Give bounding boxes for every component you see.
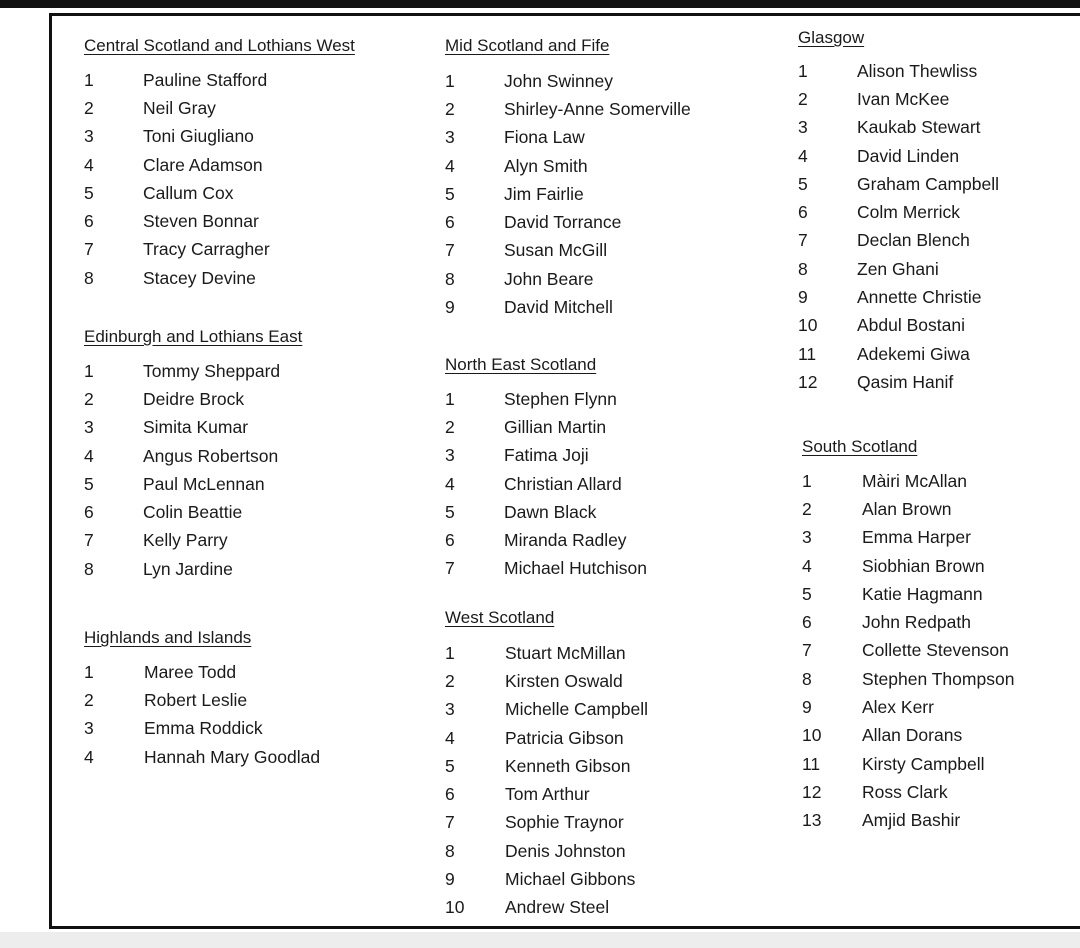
list-position-number: 10: [445, 897, 465, 918]
candidate-row: [445, 752, 648, 780]
candidate-name: Alex Kerr: [862, 697, 934, 718]
list-position-number: 12: [802, 781, 822, 802]
list-position-number: 4: [84, 746, 94, 767]
candidate-name: Màiri McAllan: [862, 470, 968, 491]
candidate-row: [445, 498, 647, 526]
candidate-name: Ivan McKee: [857, 88, 950, 109]
candidate-row: [84, 555, 280, 583]
candidate-row: [445, 95, 691, 123]
list-position-number: 10: [798, 315, 818, 336]
list-position-number: 7: [84, 530, 94, 551]
candidate-name: Stuart McMillan: [505, 642, 626, 663]
list-position-number: 3: [802, 527, 812, 548]
region-heading: South Scotland: [802, 437, 918, 456]
candidate-name: Fiona Law: [504, 127, 585, 148]
candidate-row: [84, 94, 270, 122]
candidate-name: Collette Stevenson: [862, 640, 1009, 661]
list-position-number: 13: [802, 810, 822, 831]
candidate-row: [84, 527, 280, 555]
bottom-margin: [0, 932, 1080, 948]
candidate-name: Neil Gray: [143, 97, 216, 118]
list-position-number: 3: [84, 417, 94, 438]
candidate-name: Susan McGill: [504, 240, 608, 261]
region-heading: Mid Scotland and Fife: [445, 36, 610, 55]
candidate-name: Clare Adamson: [143, 154, 263, 175]
candidate-row: [84, 470, 280, 498]
list-position-number: 3: [84, 718, 94, 739]
candidate-row: [84, 498, 280, 526]
candidate-row: [798, 57, 999, 85]
list-position-number: 1: [802, 470, 812, 491]
list-position-number: 7: [445, 812, 455, 833]
candidate-name: Alan Brown: [862, 498, 952, 519]
candidate-row: [84, 66, 270, 94]
candidate-name: Deidre Brock: [143, 388, 245, 409]
list-position-number: 7: [445, 558, 455, 579]
candidate-list: [84, 658, 320, 771]
candidate-name: Paul McLennan: [143, 473, 265, 494]
candidate-row: [798, 255, 999, 283]
candidate-name: Simita Kumar: [143, 417, 249, 438]
list-position-number: 1: [798, 60, 808, 81]
candidate-row: [445, 208, 691, 236]
region-north-east-scotland: [445, 355, 647, 579]
candidate-name: Miranda Radley: [504, 530, 627, 551]
candidate-name: Abdul Bostani: [857, 315, 965, 336]
candidate-row: [84, 442, 280, 470]
region-edinburgh-lothians-east: [84, 327, 303, 579]
list-position-number: 9: [445, 297, 455, 318]
candidate-row: [802, 722, 1014, 750]
candidate-row: [798, 142, 999, 170]
top-border: [0, 0, 1080, 8]
candidate-name: Amjid Bashir: [862, 810, 961, 831]
candidate-row: [84, 743, 320, 771]
candidate-name: Tom Arthur: [505, 784, 590, 805]
candidate-row: [445, 265, 691, 293]
candidate-name: Emma Roddick: [144, 718, 263, 739]
candidate-name: Christian Allard: [504, 473, 622, 494]
list-position-number: 3: [84, 126, 94, 147]
candidate-name: Toni Giugliano: [143, 126, 254, 147]
candidate-row: [445, 724, 648, 752]
candidate-name: David Mitchell: [504, 297, 613, 318]
region-mid-scotland-fife: [445, 36, 691, 318]
candidate-name: Gillian Martin: [504, 416, 607, 437]
candidate-name: Tracy Carragher: [143, 239, 270, 260]
candidate-name: Tommy Sheppard: [143, 360, 281, 381]
candidate-name: Graham Campbell: [857, 173, 999, 194]
list-position-number: 9: [445, 869, 455, 890]
list-position-number: 8: [445, 840, 455, 861]
candidate-name: Alyn Smith: [504, 155, 588, 176]
candidate-name: Jim Fairlie: [504, 183, 584, 204]
candidate-row: [84, 414, 280, 442]
list-position-number: 5: [802, 583, 812, 604]
candidate-name: Dawn Black: [504, 501, 597, 522]
candidate-row: [445, 865, 648, 893]
candidate-name: Zen Ghani: [857, 258, 939, 279]
candidate-name: Pauline Stafford: [143, 69, 268, 90]
list-position-number: 4: [445, 155, 455, 176]
region-heading: Highlands and Islands: [84, 628, 252, 647]
region-west-scotland: [445, 608, 648, 918]
candidate-row: [445, 124, 691, 152]
list-position-number: 8: [798, 258, 808, 279]
candidate-row: [798, 85, 999, 113]
list-position-number: 1: [84, 661, 94, 682]
candidate-list: [802, 467, 1014, 835]
list-position-number: 6: [802, 612, 812, 633]
candidate-row: [445, 152, 691, 180]
candidate-row: [84, 123, 270, 151]
list-position-number: 2: [445, 670, 455, 691]
candidate-row: [802, 552, 1014, 580]
candidate-name: David Linden: [857, 145, 960, 166]
candidate-row: [84, 715, 320, 743]
list-position-number: 6: [84, 211, 94, 232]
list-position-number: 1: [445, 70, 455, 91]
candidate-name: Declan Blench: [857, 230, 970, 251]
list-position-number: 1: [445, 642, 455, 663]
candidate-row: [445, 385, 647, 413]
candidate-name: Stephen Thompson: [862, 668, 1015, 689]
list-position-number: 11: [802, 753, 821, 774]
region-central-scotland-lothians-west: [84, 36, 355, 288]
candidate-name: Colin Beattie: [143, 502, 243, 523]
candidate-list: [798, 57, 999, 397]
candidate-row: [802, 580, 1014, 608]
candidate-name: Lyn Jardine: [143, 558, 233, 579]
candidate-list: [445, 67, 691, 322]
list-position-number: 10: [802, 725, 822, 746]
candidate-row: [445, 780, 648, 808]
list-position-number: 9: [802, 697, 812, 718]
candidate-row: [802, 637, 1014, 665]
candidate-row: [445, 67, 691, 95]
candidate-name: Qasim Hanif: [857, 371, 954, 392]
candidate-name: Fatima Joji: [504, 445, 589, 466]
list-position-number: 9: [798, 287, 808, 308]
candidate-row: [445, 470, 647, 498]
list-position-number: 3: [445, 445, 455, 466]
candidate-row: [445, 837, 648, 865]
list-position-number: 1: [84, 360, 94, 381]
candidate-row: [802, 524, 1014, 552]
candidate-row: [445, 809, 648, 837]
candidate-name: John Beare: [504, 268, 594, 289]
candidate-list: [445, 385, 647, 583]
candidate-row: [84, 236, 270, 264]
list-position-number: 3: [445, 127, 455, 148]
candidate-name: Michael Gibbons: [505, 869, 636, 890]
candidate-row: [445, 526, 647, 554]
candidate-name: Annette Christie: [857, 287, 982, 308]
candidate-name: Angus Robertson: [143, 445, 279, 466]
candidate-name: Hannah Mary Goodlad: [144, 746, 321, 767]
candidate-row: [445, 696, 648, 724]
candidate-name: Sophie Traynor: [505, 812, 624, 833]
candidate-name: Kelly Parry: [143, 530, 228, 551]
list-position-number: 7: [798, 230, 808, 251]
list-position-number: 1: [445, 388, 455, 409]
candidate-row: [445, 894, 648, 922]
list-position-number: 4: [445, 473, 455, 494]
candidate-name: David Torrance: [504, 212, 622, 233]
region-heading: Edinburgh and Lothians East: [84, 327, 303, 346]
candidate-row: [798, 170, 999, 198]
candidate-row: [445, 667, 648, 695]
list-position-number: 6: [445, 212, 455, 233]
candidate-name: Callum Cox: [143, 182, 234, 203]
candidate-row: [445, 237, 691, 265]
candidate-list: [445, 639, 648, 922]
list-position-number: 4: [445, 727, 455, 748]
list-position-number: 5: [445, 755, 455, 776]
candidate-name: Maree Todd: [144, 661, 237, 682]
candidate-name: John Redpath: [862, 612, 971, 633]
list-position-number: 2: [84, 689, 94, 710]
candidate-row: [802, 750, 1014, 778]
candidate-name: Kaukab Stewart: [857, 117, 981, 138]
candidate-name: Denis Johnston: [505, 840, 626, 861]
list-position-number: 11: [798, 343, 817, 364]
list-position-number: 4: [84, 445, 94, 466]
region-heading: Glasgow: [798, 28, 865, 47]
list-position-number: 2: [84, 97, 94, 118]
candidate-list: [84, 66, 270, 292]
candidate-row: [84, 207, 270, 235]
list-position-number: 3: [445, 699, 455, 720]
list-position-number: 5: [84, 473, 94, 494]
candidate-name: Shirley-Anne Somerville: [504, 98, 691, 119]
list-position-number: 2: [798, 88, 808, 109]
list-position-number: 4: [84, 154, 94, 175]
list-position-number: 7: [802, 640, 812, 661]
list-position-number: 6: [84, 502, 94, 523]
list-position-number: 4: [798, 145, 808, 166]
candidate-name: Steven Bonnar: [143, 211, 259, 232]
candidate-row: [798, 340, 999, 368]
candidate-row: [798, 198, 999, 226]
candidate-name: Kirsten Oswald: [505, 670, 623, 691]
candidate-name: Michelle Campbell: [505, 699, 648, 720]
candidate-name: Ross Clark: [862, 781, 948, 802]
list-position-number: 6: [445, 530, 455, 551]
list-position-number: 2: [445, 98, 455, 119]
candidate-name: Emma Harper: [862, 527, 971, 548]
region-highlands-islands: [84, 628, 321, 767]
list-position-number: 6: [798, 202, 808, 223]
list-position-number: 5: [84, 182, 94, 203]
candidate-name: Adekemi Giwa: [857, 343, 970, 364]
candidate-name: Michael Hutchison: [504, 558, 647, 579]
region-heading: West Scotland: [445, 608, 555, 627]
candidate-row: [798, 368, 999, 396]
candidate-name: Kirsty Campbell: [862, 753, 985, 774]
candidate-name: Alison Thewliss: [857, 60, 978, 81]
candidate-name: Allan Dorans: [862, 725, 963, 746]
list-position-number: 5: [445, 183, 455, 204]
list-position-number: 2: [84, 388, 94, 409]
candidate-row: [802, 495, 1014, 523]
region-glasgow: [798, 28, 999, 392]
candidate-row: [802, 693, 1014, 721]
region-south-scotland: [802, 437, 1015, 831]
candidate-row: [798, 312, 999, 340]
candidate-name: Kenneth Gibson: [505, 755, 631, 776]
list-position-number: 1: [84, 69, 94, 90]
candidate-row: [445, 442, 647, 470]
region-heading: North East Scotland: [445, 355, 597, 374]
candidate-row: [445, 413, 647, 441]
candidate-row: [798, 114, 999, 142]
candidate-row: [84, 385, 280, 413]
region-heading: Central Scotland and Lothians West: [84, 36, 355, 55]
candidate-row: [802, 665, 1014, 693]
candidate-name: Stacey Devine: [143, 267, 256, 288]
candidate-name: John Swinney: [504, 70, 613, 91]
candidate-row: [84, 179, 270, 207]
list-position-number: 8: [445, 268, 455, 289]
list-position-number: 2: [802, 498, 812, 519]
list-position-number: 8: [802, 668, 812, 689]
candidate-row: [84, 151, 270, 179]
candidate-row: [802, 608, 1014, 636]
candidate-name: Colm Merrick: [857, 202, 961, 223]
list-position-number: 2: [445, 416, 455, 437]
candidate-row: [798, 283, 999, 311]
candidate-row: [445, 293, 691, 321]
candidate-row: [445, 180, 691, 208]
list-position-number: 7: [445, 240, 455, 261]
candidate-name: Andrew Steel: [505, 897, 610, 918]
candidate-row: [84, 686, 320, 714]
candidate-row: [798, 227, 999, 255]
candidate-list: [84, 357, 280, 583]
candidate-row: [802, 778, 1014, 806]
list-position-number: 7: [84, 239, 94, 260]
candidate-name: Stephen Flynn: [504, 388, 617, 409]
list-position-number: 8: [84, 558, 94, 579]
candidate-row: [84, 357, 280, 385]
candidate-name: Robert Leslie: [144, 689, 248, 710]
candidate-row: [802, 807, 1014, 835]
list-position-number: 12: [798, 371, 818, 392]
list-position-number: 5: [445, 501, 455, 522]
list-position-number: 8: [84, 267, 94, 288]
list-position-number: 6: [445, 784, 455, 805]
candidate-row: [84, 658, 320, 686]
candidate-row: [84, 264, 270, 292]
candidate-name: Katie Hagmann: [862, 583, 983, 604]
list-position-number: 5: [798, 173, 808, 194]
list-position-number: 3: [798, 117, 808, 138]
candidate-name: Siobhian Brown: [862, 555, 985, 576]
candidate-row: [445, 639, 648, 667]
candidate-row: [802, 467, 1014, 495]
list-position-number: 4: [802, 555, 812, 576]
candidate-row: [445, 555, 647, 583]
candidate-name: Patricia Gibson: [505, 727, 624, 748]
